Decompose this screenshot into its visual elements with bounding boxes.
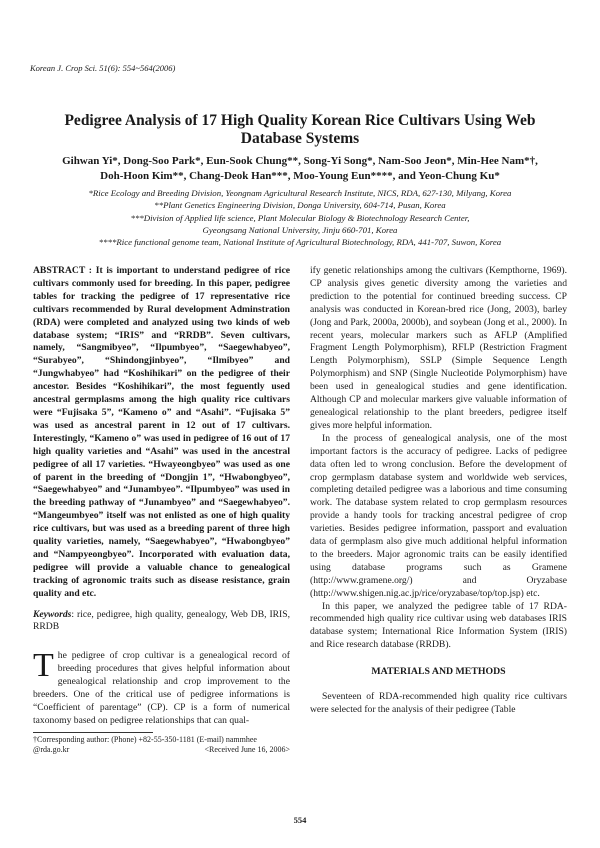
drop-cap: T (33, 647, 54, 685)
body-paragraph: In this paper, we analyzed the pedigree table of 17 RDA-recommended high quality rice cultivar using web databases IRIS database system; International Rice Information System (IRIS) and Rice research database (RRDB). (310, 600, 567, 651)
left-column (33, 265, 290, 756)
received-date: <Received June 16, 2006> (204, 745, 290, 755)
introduction-text: he pedigree of crop cultivar is a genealogical record of breeding procedures that gives helpful information about genealogical relationship and crop improvement to the breeders. One of the critical use of pedigree informations is “Coefficient of parentage” (CP). CP is a form of numerical taxonomy based on pedigree relationships that can qual- (33, 650, 290, 726)
right-column (310, 265, 567, 717)
author-list: Gihwan Yi*, Dong-Soo Park*, Eun-Sook Chung**, Song-Yi Song*, Nam-Soo Jeon*, Min-Hee Nam*†, Doh-Hoon Kim**, Chang-Deok Han***, Moo-Young Eun****, and Yeon-Chung Ku* (62, 155, 538, 182)
affiliation-line: Gyeongsang National University, Jinju 660-701, Korea (202, 224, 398, 235)
footnote-divider (33, 732, 153, 733)
paper-title: Pedigree Analysis of 17 High Quality Korean Rice Cultivars Using Web Database Systems (64, 112, 536, 147)
affiliation-line: ***Division of Applied life science, Plant Molecular Biology & Biotechnology Research Center, (130, 212, 470, 223)
affiliation-line: ****Rice functional genome team, National Institute of Agricultural Biotechnology, RDA, 441-707, Suwon, Korea (98, 237, 502, 248)
section-heading: MATERIALS AND METHODS (371, 666, 506, 678)
author-email-domain: @rda.go.kr (33, 745, 70, 755)
keywords-label: Keywords (33, 608, 72, 620)
affiliations (40, 187, 560, 248)
corresponding-author: †Corresponding author: (Phone) +82-55-350-1181 (E-mail) nammhee (33, 734, 257, 744)
methods-paragraph: Seventeen of RDA-recommended high quality rice cultivars were selected for the analysis of their pedigree (Table (310, 691, 567, 715)
abstract: ABSTRACT : It is important to understand pedigree of rice cultivars commonly used for breeding. In this paper, pedigree tables for tracking the pedigree of 17 representative rice cultivars recommended by Rural development Adminstration (RDA) were completed and analyzed using two kinds of web database system; “IRIS” and “RRDB”. Seven cultivars, namely, “Sangmibyeo”, “Ilpumbyeo”, “Saegewhabyeo”, “Surabyeo”, “Shindongjinbyeo”, “Ilmibyeo” and “Jungwhabyeo” had “Koshihikari” on the pedigree of their ancestor. Besides “Koshihikari”, the most feguently used ancestral germplasms among the high quality rice cultivars were “Fujisaka 5”, “Kameno o” and “Asahi”. “Fujisaka 5” was used as ancestral parent in 12 out of 17 cultivars. Interestingly, “Kameno o” was used in pedigree of 16 out of 17 high quality varieties and “Asahi” was used in the ancestral pedigree of all 17 varieties. “Hwayeongbyeo” was used as one of parent in the breeding of “Dongjin 1”, “Hwabongbyeo”, “Saegewhabyeo” and “Junambyeo”. “Ilpumbyeo” was used in the breeding pathway of “Junambyeo” and “Saegewhabyeo”. “Mangeumbyeo” itself was not enlisted as one of high quality rice cultivars, but was used as a breeding parent of three high quality varieties, namely, “Saegewhabyeo”, “Hwabongbyeo” and “Nampyeongbyeo”. Incorporated with evaluation data, pedigree will provide a valuable chance to genealogical tracking of agronomic traits such as disease resistance, grain quality and etc. (33, 265, 290, 599)
introduction-paragraph (33, 647, 290, 727)
keywords-text: : rice, pedigree, high quality, genealogy, Web DB, IRIS, RRDB (33, 608, 290, 633)
body-paragraph: In the process of genealogical analysis, one of the most important factors is the accuracy of pedigree. Lacks of pedigree data often led to wrong conclusion. Before the development of crop germplasm database system and worldwide web services, completing detailed pedigree was a laborious and time consuming work. The database system related to crop germplasm resources provide a handy tools for tracking ancestral pedigree of crop varieties. Besides pedigree information, passport and evaluation data of germplasm also give much additional helpful information to the breeders. Major agronomic traits can be easily identified using database programs such as Gramene (http://www.gramene.org/) and Oryzabase (http://www.shigen.nig.ac.jp/rice/oryzabase/top/top.jsp) etc. (310, 432, 567, 599)
affiliation-line: **Plant Genetics Engineering Division, Donga University, 604-714, Pusan, Korea (154, 200, 446, 211)
footnote (33, 735, 290, 756)
keywords (33, 609, 290, 635)
journal-citation: Korean J. Crop Sci. 51(6): 554~564(2006) (30, 63, 176, 73)
body-paragraph: ify genetic relationships among the cultivars (Kempthorne, 1969). CP analysis gives genetic diversity among the varieties and prediction to the potential for continued breeding success. CP analysis was conducted in Korean-bred rice (Jong, 2003), barley (Jong and Park, 2000a, 2000b), and soybean (Jong et al., 2000). In recent years, molecular markers such as AFLP (Amplified Fragment Length Polymorphism), RFLP (Restriction Fragment Length Polymorphism), SSLP (Simple Sequence Length Polymorphism) and SNP (Single Nucleotide Polymorphism) have been used in genealogical studies and gene identification. Although CP and molecular markers give valuable information of genealogical relationship to the plant breeders, pedigree itself gives more helpful information. (310, 265, 567, 431)
affiliation-line: *Rice Ecology and Breeding Division, Yeongnam Agricultural Research Institute, NICS, RDA, 627-130, Milyang, Korea (88, 188, 512, 198)
page-number: 554 (293, 815, 307, 825)
